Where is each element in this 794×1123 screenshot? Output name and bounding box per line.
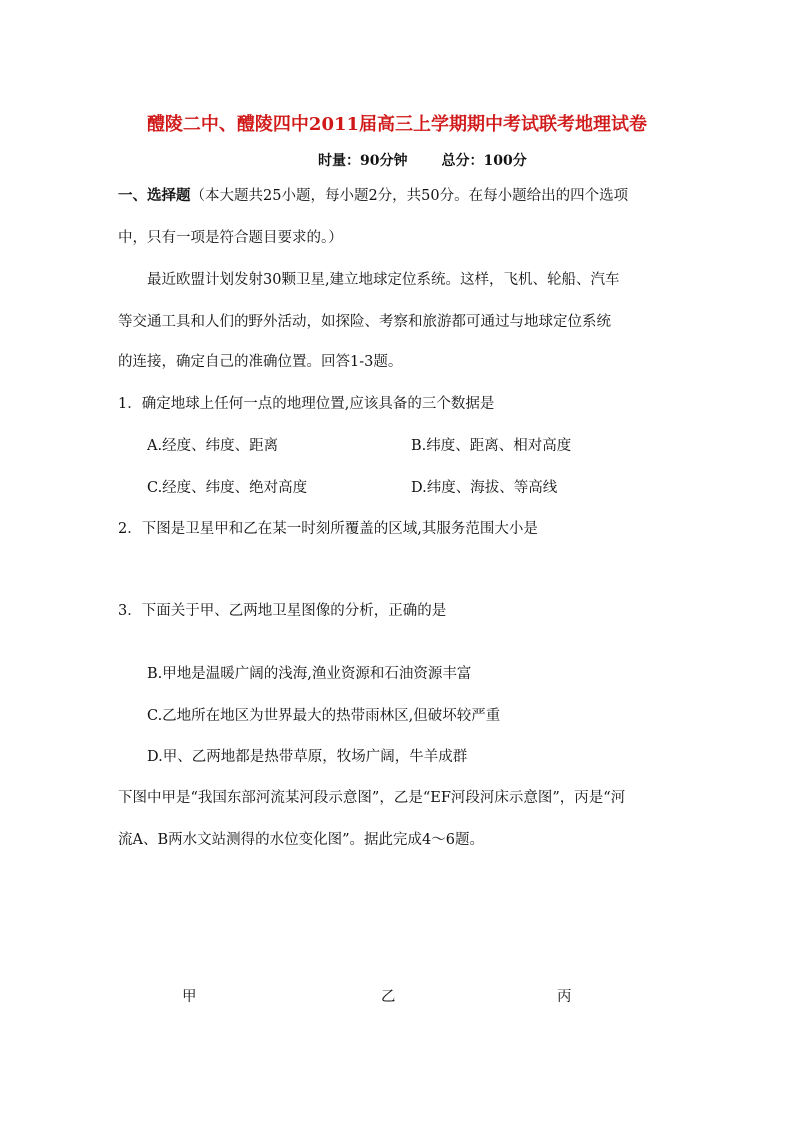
question-1-option-c: C.经度、纬度、绝对高度 bbox=[147, 480, 308, 496]
question-1-option-d: D.纬度、海拔、等高线 bbox=[411, 480, 558, 496]
section-description: （本大题共25小题，每小题2分，共50分。在每小题给出的四个选项 bbox=[190, 188, 629, 204]
question-3-option-b: B.甲地是温暖广阔的浅海,渔业资源和石油资源丰富 bbox=[147, 666, 472, 682]
total-score: 总分：100分 bbox=[441, 153, 527, 169]
page-title: 醴陵二中、醴陵四中2011届高三上学期期中考试联考地理试卷 bbox=[146, 114, 648, 135]
figure-caption-bing: 丙 bbox=[557, 989, 572, 1005]
intro-line-2: 等交通工具和人们的野外活动，如探险、考察和旅游都可通过与地球定位系统 bbox=[118, 314, 611, 330]
section-heading-line bbox=[118, 184, 628, 205]
intro-line-1: 最近欧盟计划发射30颗卫星,建立地球定位系统。这样，飞机、轮船、汽车 bbox=[147, 272, 620, 288]
figure-caption-yi: 乙 bbox=[381, 989, 396, 1005]
intro-line-3: 的连接，确定自己的准确位置。回答1-3题。 bbox=[118, 354, 403, 370]
question-1-option-a: A.经度、纬度、距离 bbox=[147, 438, 279, 454]
exam-meta bbox=[318, 150, 527, 170]
question-3-option-c: C.乙地所在地区为世界最大的热带雨林区,但破坏较严重 bbox=[147, 708, 501, 724]
figure-caption-jia: 甲 bbox=[182, 989, 197, 1005]
question-3-option-d: D.甲、乙两地都是热带草原，牧场广阔，牛羊成群 bbox=[147, 749, 468, 765]
passage-line-1: 下图中甲是“我国东部河流某河段示意图”，乙是“EF河段河床示意图”，丙是“河 bbox=[118, 790, 626, 806]
section-heading: 一、选择题 bbox=[118, 187, 191, 204]
question-1-option-b: B.纬度、距离、相对高度 bbox=[411, 438, 572, 454]
section-description-cont: 中，只有一项是符合题目要求的。） bbox=[118, 230, 343, 246]
question-2-stem: 2．下图是卫星甲和乙在某一时刻所覆盖的区域,其服务范围大小是 bbox=[118, 521, 538, 537]
question-1-stem: 1．确定地球上任何一点的地理位置,应该具备的三个数据是 bbox=[118, 396, 495, 412]
question-3-stem: 3．下面关于甲、乙两地卫星图像的分析，正确的是 bbox=[118, 603, 447, 619]
time-limit: 时量：90分钟 bbox=[318, 153, 408, 169]
passage-line-2: 流A、B两水文站测得的水位变化图”。据此完成4～6题。 bbox=[118, 832, 484, 848]
